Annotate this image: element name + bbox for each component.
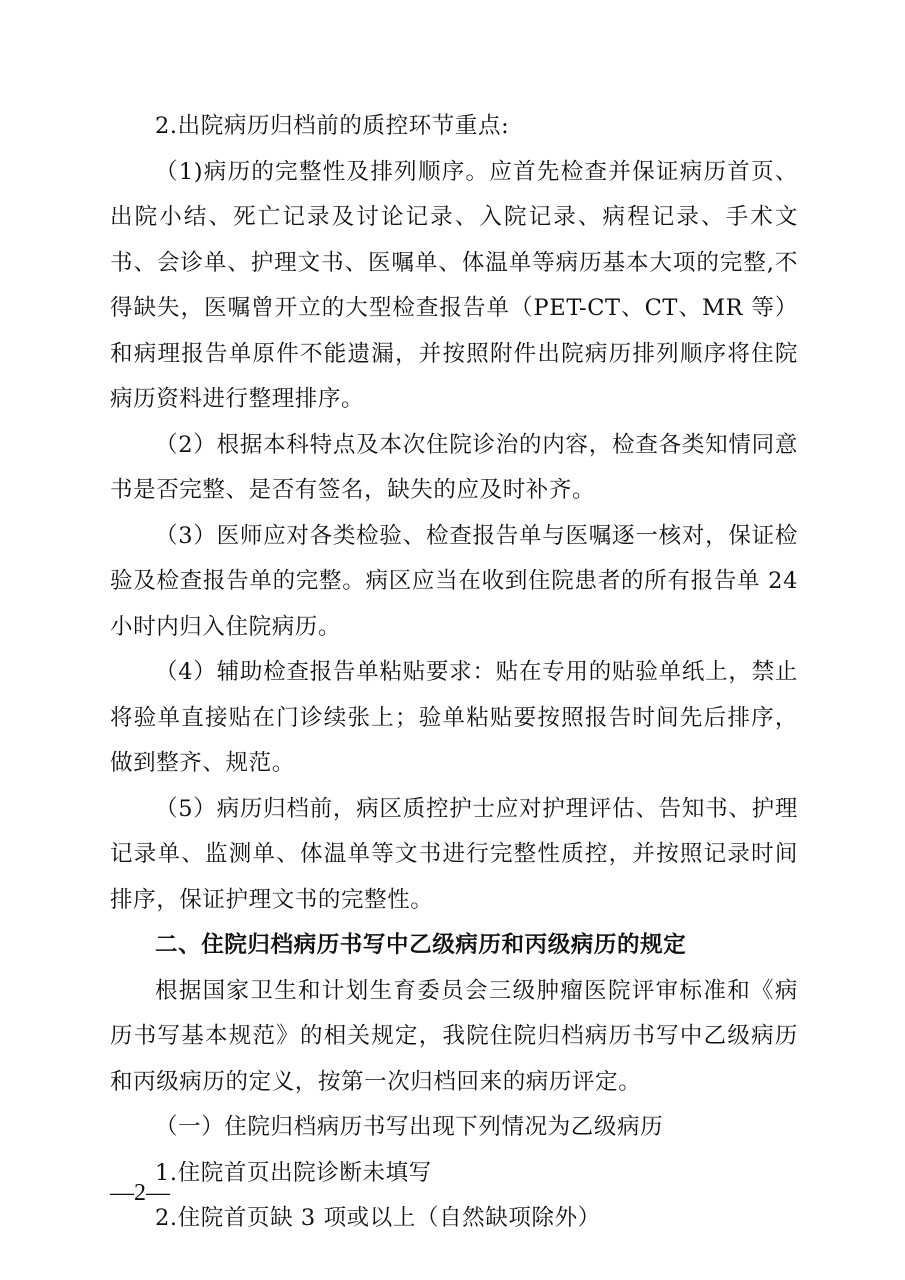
paragraph-item-1: （1)病历的完整性及排列顺序。应首先检查并保证病历首页、出院小结、死亡记录及讨论记录、入院记录、病程记录、手术文书、会诊单、护理文书、医嘱单、体温单等病历基本大项的完整,不得缺失，医嘱曾开立的大型检查报告单（PET-CT、CT、MR 等）和病理报告单原件不能遗漏，并按照附件出院病历排列顺序将住院病历资料进行整理排序。	[110, 158, 798, 412]
section-point-heading: 2.出院病历归档前的质控环节重点:	[155, 113, 510, 139]
paragraph-item-3: （3）医师应对各类检验、检查报告单与医嘱逐一核对，保证检验及检查报告单的完整。病区应当在收到住院患者的所有报告单 24 小时内归入住院病历。	[110, 522, 798, 640]
paragraph-intro: 根据国家卫生和计划生育委员会三级肿瘤医院评审标准和《病历书写基本规范》的相关规定，我院住院归档病历书写中乙级病历和丙级病历的定义，按第一次归档回来的病历评定。	[110, 977, 798, 1095]
page-number: —2—	[110, 1180, 170, 1206]
section-heading-2: 二、住院归档病历书写中乙级病历和丙级病历的规定	[155, 932, 687, 958]
subsection-heading-1: （一）住院归档病历书写出现下列情况为乙级病历	[155, 1114, 664, 1140]
list-item-1: 1.住院首页出院诊断未填写	[155, 1159, 432, 1186]
paragraph-item-2: （2）根据本科特点及本次住院诊治的内容，检查各类知情同意书是否完整、是否有签名，缺失的应及时补齐。	[110, 431, 798, 503]
document-body	[110, 104, 798, 1242]
list-item-2: 2.住院首页缺 3 项或以上（自然缺项除外）	[155, 1205, 601, 1231]
paragraph-item-4: （4）辅助检查报告单粘贴要求：贴在专用的贴验单纸上，禁止将验单直接贴在门诊续张上；验单粘贴要按照报告时间先后排序，做到整齐、规范。	[110, 659, 798, 776]
paragraph-item-5: （5）病历归档前，病区质控护士应对护理评估、告知书、护理记录单、监测单、体温单等文书进行完整性质控，并按照记录时间排序，保证护理文书的完整性。	[110, 795, 798, 913]
